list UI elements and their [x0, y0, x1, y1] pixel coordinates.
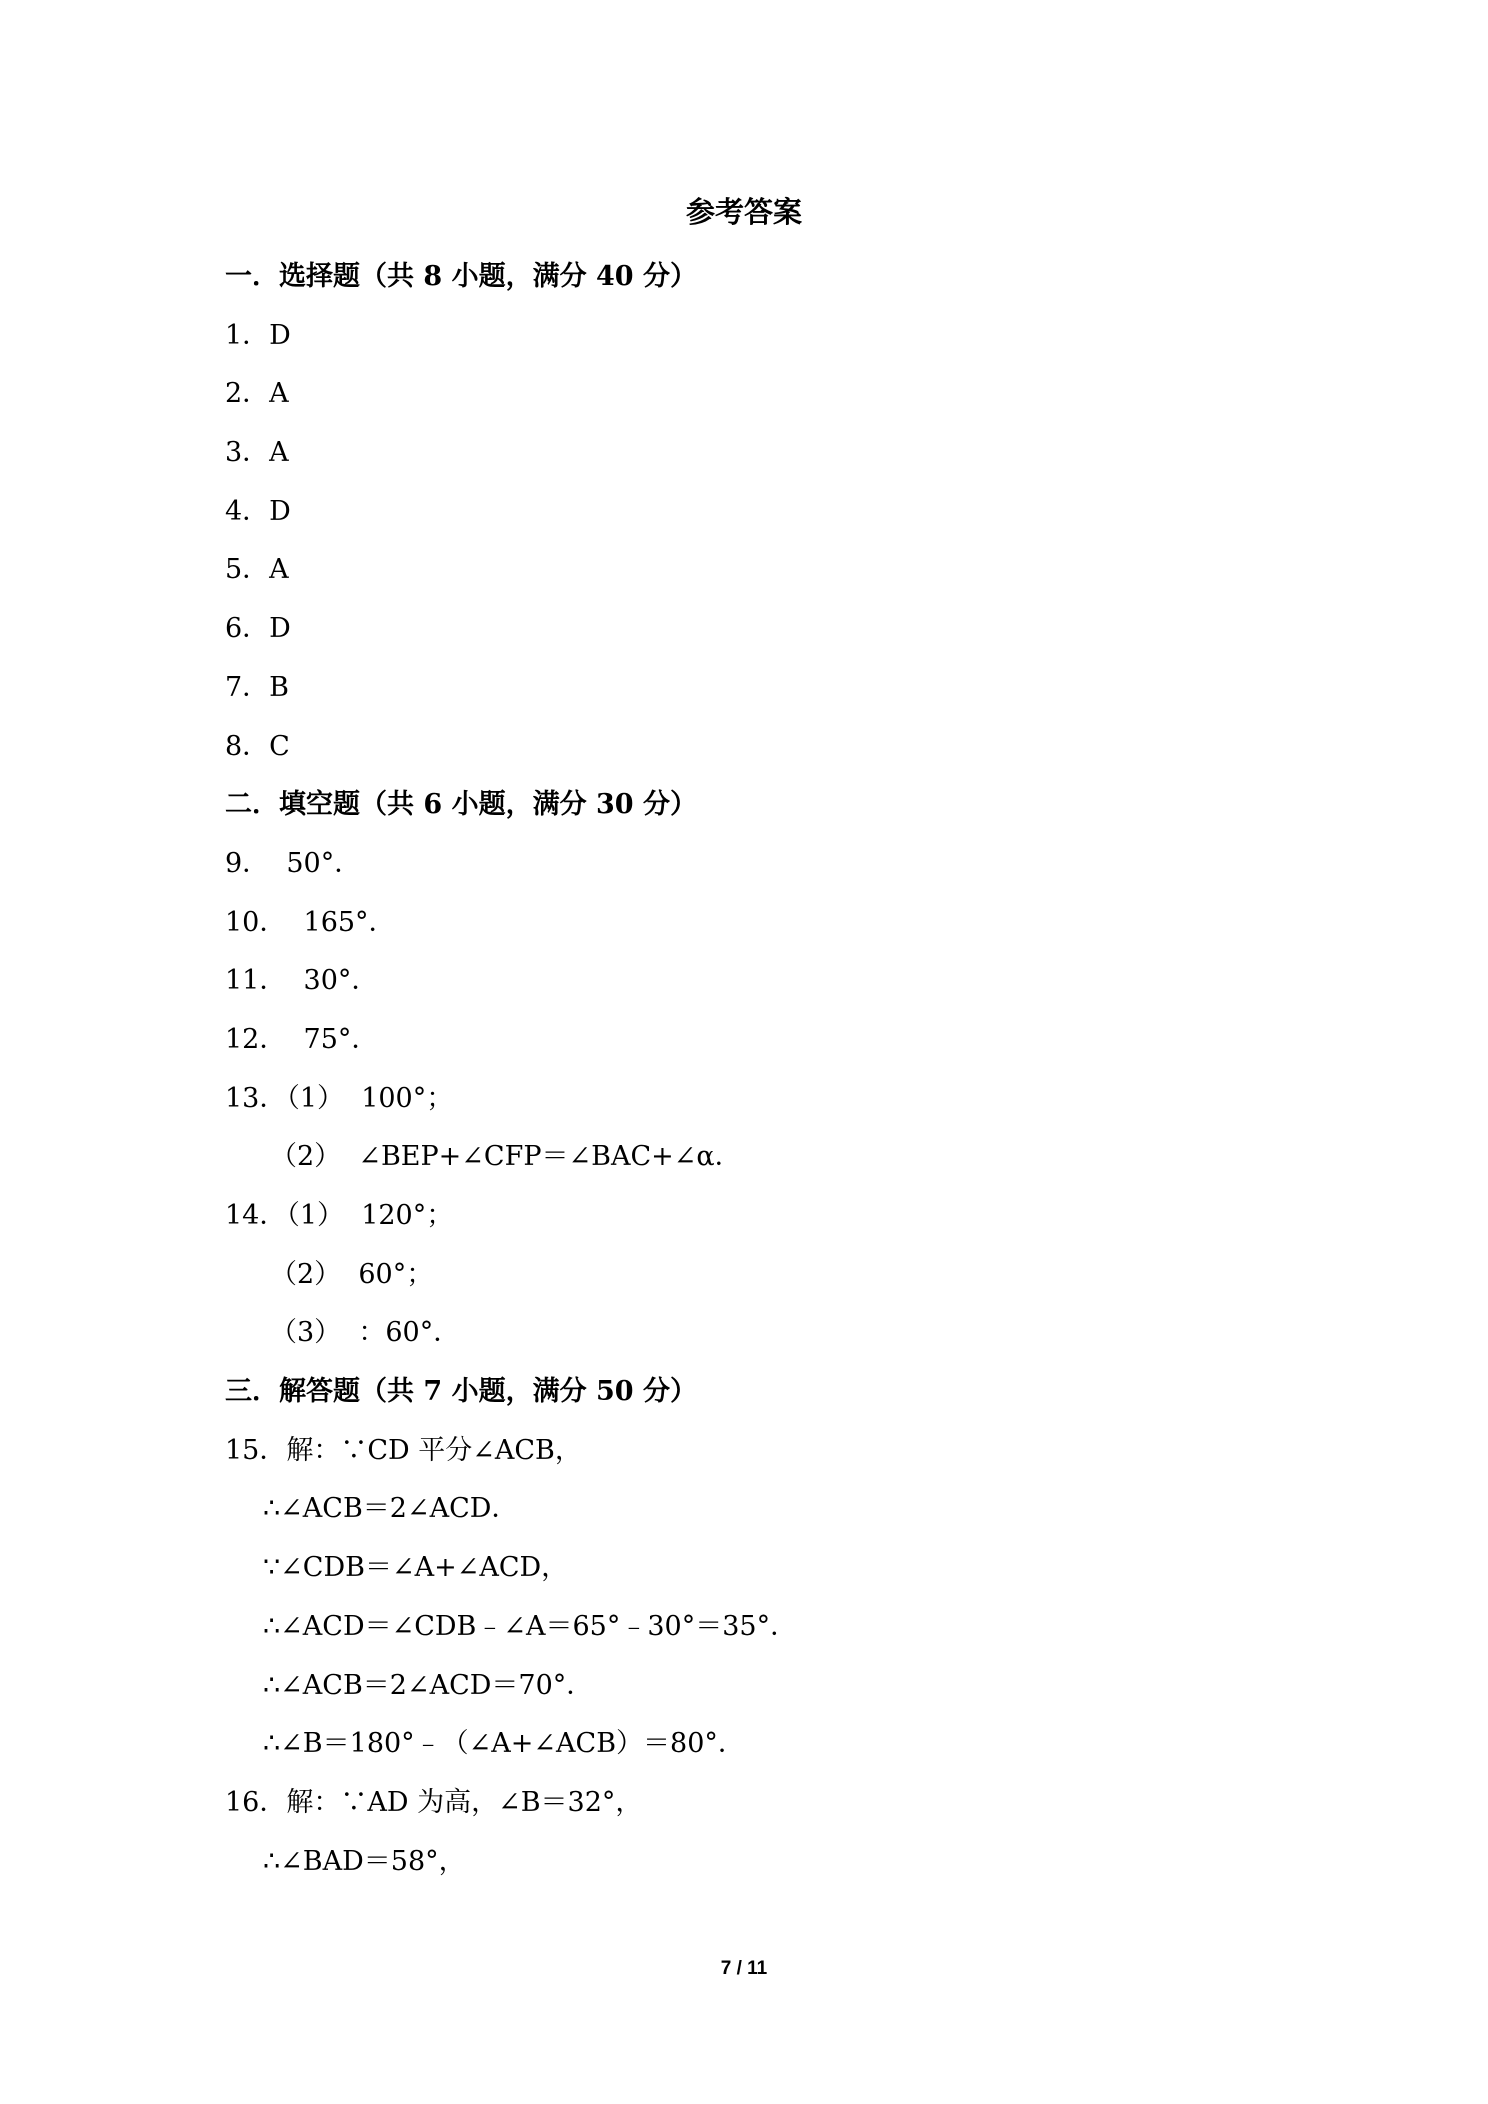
fill-answer-11: 11． 30°． — [225, 965, 379, 997]
solve-16-line-2: ∴∠BAD＝58°， — [263, 1845, 466, 1877]
choice-answer-6: 6．D — [225, 613, 291, 645]
choice-answer-7: 7．B — [225, 671, 290, 703]
fill-answer-14-1: 14．（1） 120°； — [225, 1200, 454, 1231]
fill-answer-9: 9． 50°． — [225, 847, 362, 879]
section-heading-solve: 三．解答题（共 7 小题，满分 50 分） — [225, 1376, 697, 1408]
choice-answer-1: 1．D — [225, 319, 291, 351]
fill-answer-13-2: （2） ∠BEP+∠CFP＝∠BAC+∠α． — [270, 1141, 742, 1173]
fill-answer-14-3: （3） ：60°． — [270, 1317, 461, 1349]
solve-15-line-6: ∴∠B＝180°﹣（∠A+∠ACB）＝80°． — [263, 1728, 745, 1760]
solve-15-line-2: ∴∠ACB＝2∠ACD． — [263, 1493, 519, 1525]
solve-15-line-1: 15．解：∵CD 平分∠ACB， — [225, 1434, 582, 1466]
answer-content — [225, 248, 1325, 1891]
solve-16-line-1: 16．解：∵AD 为高，∠B＝32°， — [225, 1786, 643, 1818]
page-number: 7 / 11 — [720, 1958, 768, 1979]
fill-answer-12: 12． 75°． — [225, 1023, 379, 1055]
choice-answer-8: 8．C — [225, 730, 290, 762]
fill-answer-14-2: （2） 60°； — [270, 1258, 434, 1290]
fill-answer-13-1: 13．（1） 100°； — [225, 1082, 454, 1114]
section-heading-fill: 二．填空题（共 6 小题，满分 30 分） — [225, 789, 697, 821]
choice-answer-4: 4．D — [225, 495, 291, 527]
choice-answer-5: 5．A — [225, 554, 289, 586]
fill-answer-10: 10． 165°． — [225, 906, 396, 938]
solve-15-line-5: ∴∠ACB＝2∠ACD＝70°． — [263, 1669, 594, 1701]
section-heading-choice: 一．选择题（共 8 小题，满分 40 分） — [225, 261, 697, 292]
solve-15-line-3: ∵∠CDB＝∠A+∠ACD， — [263, 1552, 569, 1584]
solve-15-line-4: ∴∠ACD＝∠CDB﹣∠A＝65°﹣30°＝35°． — [263, 1610, 798, 1642]
choice-answer-3: 3．A — [225, 437, 289, 469]
choice-answer-2: 2．A — [225, 378, 289, 410]
page-title: 参考答案 — [685, 195, 802, 229]
